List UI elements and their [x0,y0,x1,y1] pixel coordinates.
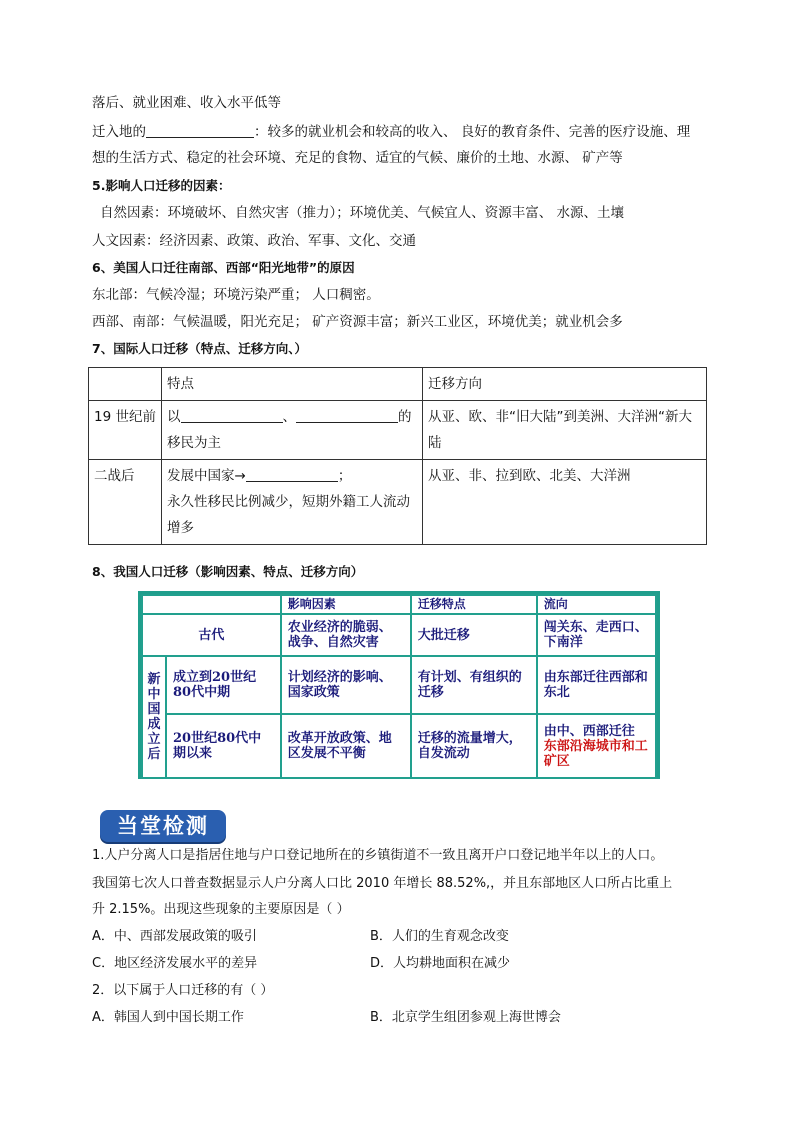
table-header-cell: 迁移方向 [423,368,707,401]
table-row-label: 二战后 [89,460,162,545]
question-text: 我国第七次人口普查数据显示人户分离人口比 2010 年增长 88.52%,，并且东部地区人口所占比重上 [92,876,673,891]
table-row-label: 成立到20世纪80代中期 [166,656,281,714]
table-cell [162,401,423,460]
question-text: 升 2.15%。出现这些现象的主要原因是（ ） [92,902,350,917]
international-migration-table [88,367,707,545]
fill-blank[interactable] [146,123,254,138]
text-fragment: 移民为主 [167,435,221,451]
table-header-cell [89,368,162,401]
text-line: 自然因素：环境破坏、自然灾害（推力）；环境优美、气候宜人、资源丰富、 水源、土壤 [100,205,625,221]
fill-blank[interactable] [296,408,398,423]
question-text: 2．以下属于人口迁移的有（ ） [92,983,274,998]
fill-blank[interactable] [246,467,338,482]
china-migration-table-frame [138,591,660,779]
text-fragment: 永久性移民比例减少，短期外籍工人流动增多 [167,494,410,536]
answer-option[interactable]: B．人们的生育观念改变 [370,929,509,944]
table-header-cell [142,595,281,614]
text-fragment: ：较多的就业机会和较高的收入、 良好的教育条件、完善的医疗设施、理 [254,124,691,140]
table-header-cell: 流向 [537,595,656,614]
text-line: 人文因素：经济因素、政策、政治、军事、文化、交通 [92,233,416,249]
table-cell: 迁移的流量增大，自发流动 [411,714,537,778]
text-fragment: 迁入地的 [92,124,146,140]
text-fragment: ； [337,468,352,484]
text-fragment: 东部沿海城市和工矿区 [543,738,648,769]
text-line: 西部、南部：气候温暖，阳光充足； 矿产资源丰富；新兴工业区，环境优美；就业机会多 [92,314,623,330]
table-cell: 改革开放政策、地区发展不平衡 [281,714,411,778]
table-row-label: 古代 [142,614,281,656]
table-cell: 有计划、有组织的迁移 [411,656,537,714]
text-line: 落后、就业困难、收入水平低等 [92,95,281,111]
answer-option[interactable]: A．韩国人到中国长期工作 [92,1010,244,1025]
section-heading: 6、美国人口迁往南部、西部“阳光地带”的原因 [92,260,355,275]
table-header-cell: 迁移特点 [411,595,537,614]
text-line [92,122,690,142]
answer-option[interactable]: C．地区经济发展水平的差异 [92,956,258,971]
section-badge: 当堂检测 [100,810,226,842]
text-fragment: 由中、西部迁往 [543,723,635,739]
table-cell: 由东部迁往西部和东北 [537,656,656,714]
text-line: 东北部：气候冷湿；环境污染严重； 人口稠密。 [92,287,380,303]
section-heading: 8、我国人口迁移（影响因素、特点、迁移方向） [92,564,364,579]
table-cell: 计划经济的影响、国家政策 [281,656,411,714]
section-heading: 7、国际人口迁移（特点、迁移方向、） [92,341,307,356]
answer-option[interactable]: A．中、西部发展政策的吸引 [92,929,257,944]
table-cell: 闯关东、走西口、下南洋 [537,614,656,656]
table-row-label: 20世纪80代中期以来 [166,714,281,778]
table-cell: 大批迁移 [411,614,537,656]
text-fragment: 以 [167,409,181,425]
table-cell [162,460,423,545]
answer-option[interactable]: D．人均耕地面积在减少 [370,956,511,971]
text-line: 想的生活方式、稳定的社会环境、充足的食物、适宜的气候、廉价的土地、水源、 矿产等 [92,150,623,166]
text-fragment: 、 [282,409,296,425]
table-row-label: 新中国成立后 [142,656,166,778]
table-cell: 从亚、欧、非“旧大陆”到美洲、大洋洲“新大陆 [423,401,707,460]
question-text: 1.人户分离人口是指居住地与户口登记地所在的乡镇街道不一致且离开户口登记地半年以上的人口。 [92,848,664,863]
section-heading: 5.影响人口迁移的因素： [92,178,231,193]
table-cell: 农业经济的脆弱、战争、自然灾害 [281,614,411,656]
table-cell [537,714,656,778]
text-fragment: 发展中国家→ [167,468,246,484]
answer-option[interactable]: B．北京学生组团参观上海世博会 [370,1010,561,1025]
table-header-cell: 特点 [162,368,423,401]
china-migration-table [141,594,657,779]
text-fragment: 的 [398,409,412,425]
table-cell: 从亚、非、拉到欧、北美、大洋洲 [423,460,707,545]
table-row-label: 19 世纪前 [89,401,162,460]
table-header-cell: 影响因素 [281,595,411,614]
fill-blank[interactable] [181,408,283,423]
